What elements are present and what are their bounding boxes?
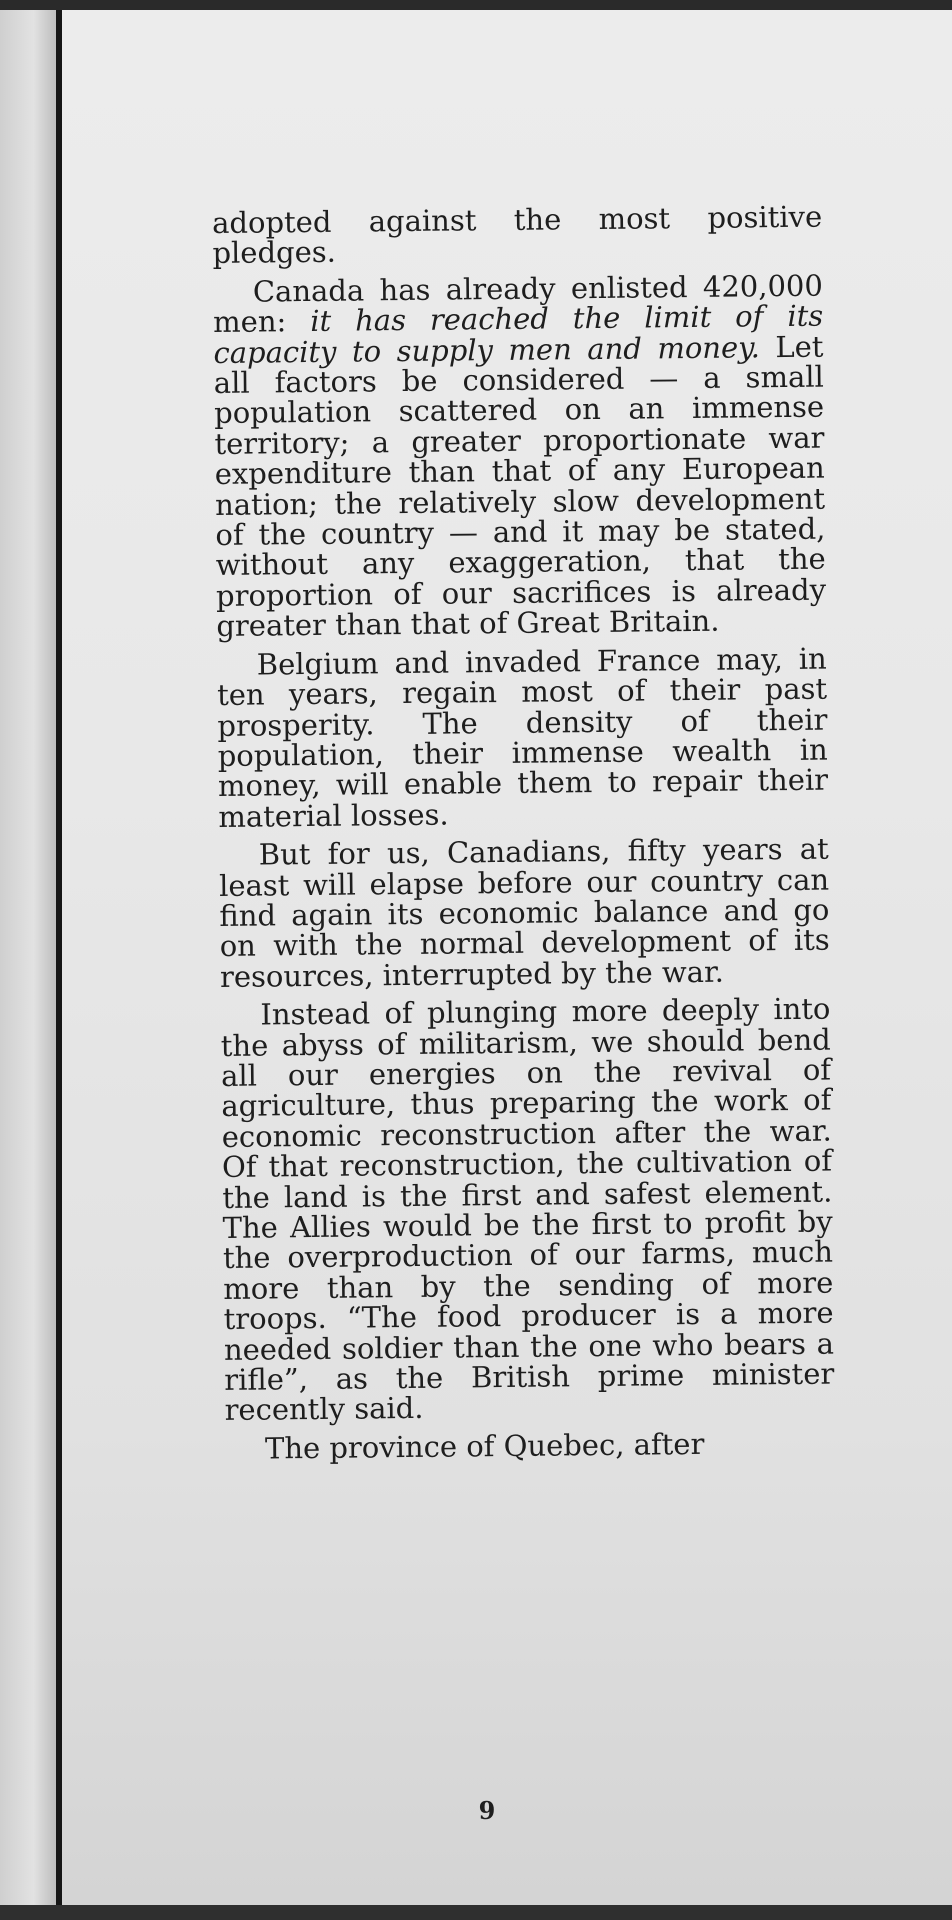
page-number: 9 [478,1796,496,1825]
body-text [211,199,835,1473]
paragraph [218,831,831,994]
text-segment: The province of Quebec, after [264,1426,705,1466]
text-segment: But for us, Canadians, fifty years at least will elapse before our country can find again its economic balance and go on with the normal development of its resources, interrupted by the war. [218,831,830,994]
text-segment: adopted against the most positive pledges. [211,199,823,271]
italic-text: it has reached the limit of its capacity to supply men and money. [213,298,824,370]
facing-page-edge [0,10,56,1905]
text-segment: Canada has already enlisted 420,000 men: [213,268,824,340]
paragraph [213,268,827,644]
paragraph [211,199,823,271]
paragraph [217,643,829,832]
paragraph [220,991,835,1428]
text-segment: Instead of plunging more deeply into the abyss of militarism, we should bend all our energies on the revival of agriculture, thus preparing the work of economic reconstruction after the war. Of that reconstruction, the cultivation of the land is the first and safest element. The Allies would be the first to profit by the overproduction of our farms, much more than by the sending of more troops. “The food producer is a more needed soldier than the one who bears a rifle”, as the British prime minister recently said. [220,991,835,1428]
text-segment: Let all factors be considered — a small population scattered on an immense territory; a greater proportionate war expenditure than that of any European nation; the relatively slow development of the country — and it may be stated, without any exaggeration, that the proportion of our sacrifices is already greater than that of Great Britain. [213,329,827,644]
scan-bottom-edge [0,1905,952,1920]
document-page [62,10,952,1905]
paragraph [225,1427,835,1464]
text-segment: Belgium and invaded France may, in ten years, regain most of their past prosperity. The density of their population, their immense wealth in money, will enable them to repair their material losses. [216,641,829,834]
